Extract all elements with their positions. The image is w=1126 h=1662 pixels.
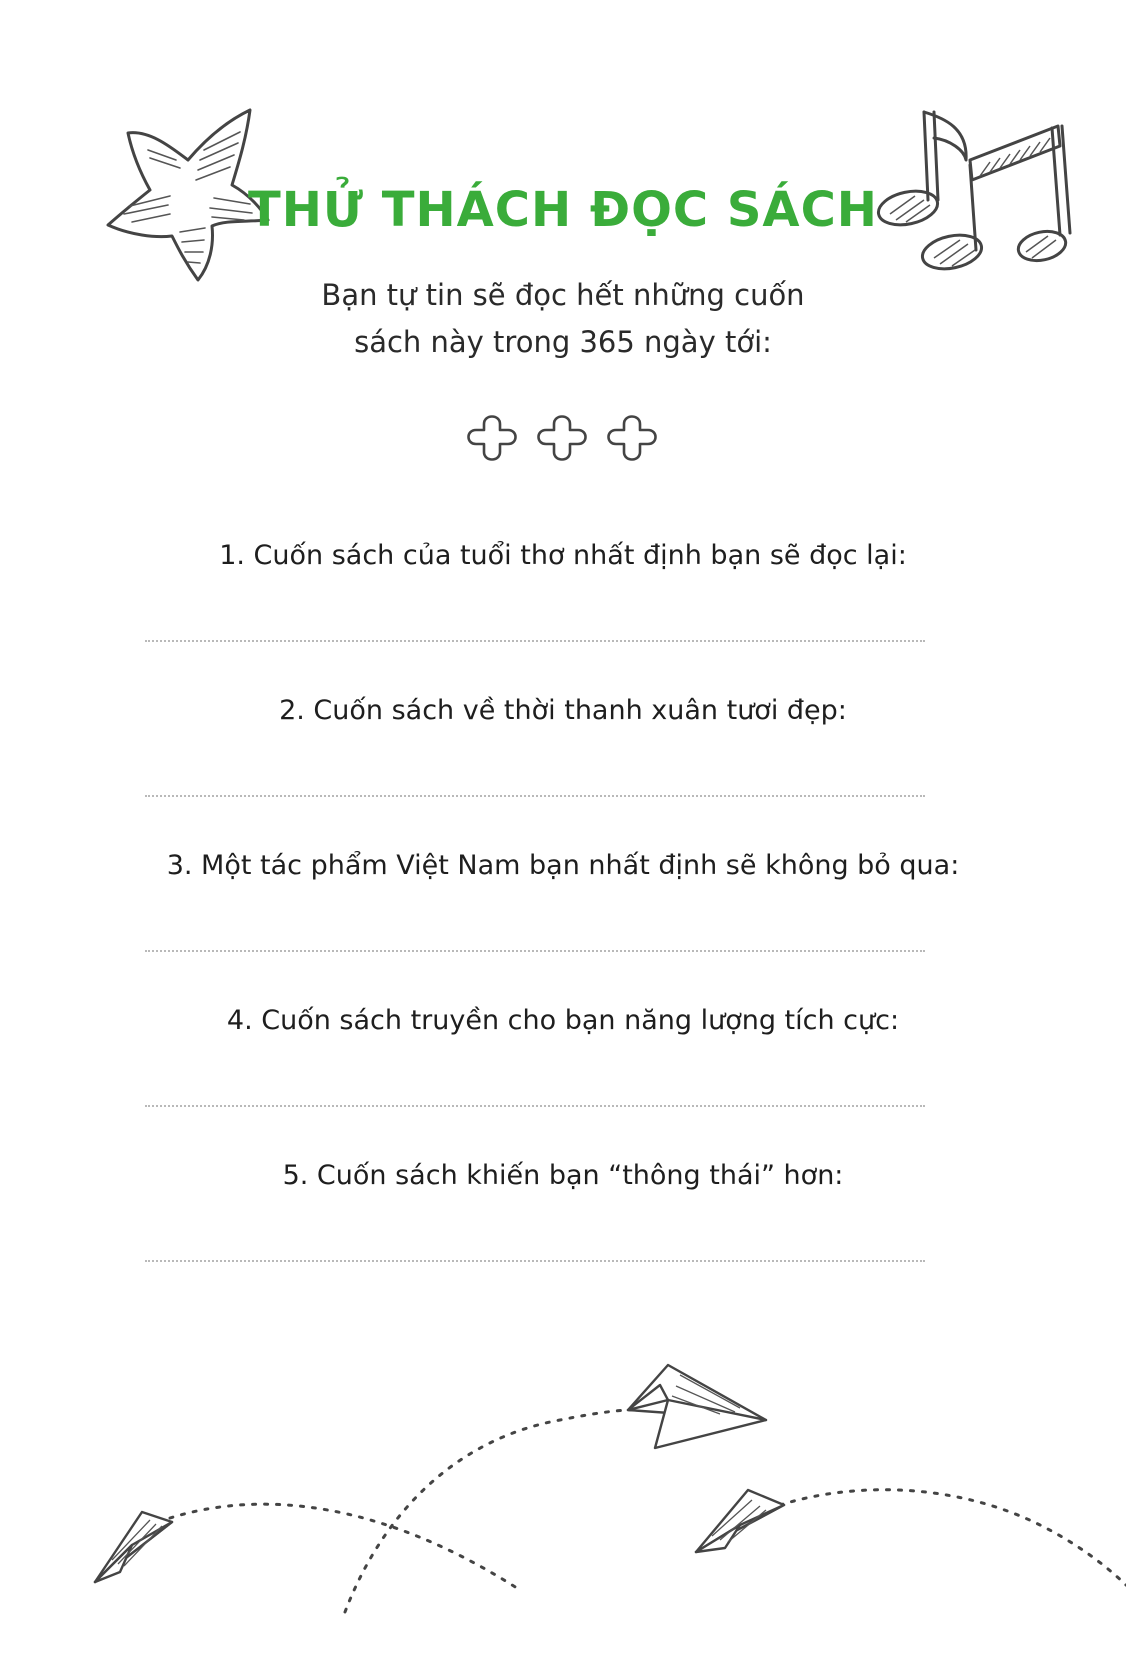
page-title: THỬ THÁCH ĐỌC SÁCH xyxy=(248,182,878,238)
subtitle-line-1: Bạn tự tin sẽ đọc hết những cuốn xyxy=(321,278,805,312)
paper-plane-icon xyxy=(696,1490,784,1552)
paper-plane-icon xyxy=(628,1365,766,1448)
question-5: 5. Cuốn sách khiến bạn “thông thái” hơn: xyxy=(282,1160,844,1191)
subtitle-line-2: sách này trong 365 ngày tới: xyxy=(354,325,772,359)
question-1: 1. Cuốn sách của tuổi thơ nhất định bạn sẽ đọc lại: xyxy=(219,540,907,571)
question-2: 2. Cuốn sách về thời thanh xuân tươi đẹp: xyxy=(279,695,847,726)
question-4: 4. Cuốn sách truyền cho bạn năng lượng tích cực: xyxy=(226,1005,900,1036)
question-3: 3. Một tác phẩm Việt Nam bạn nhất định sẽ không bỏ qua: xyxy=(166,850,960,881)
